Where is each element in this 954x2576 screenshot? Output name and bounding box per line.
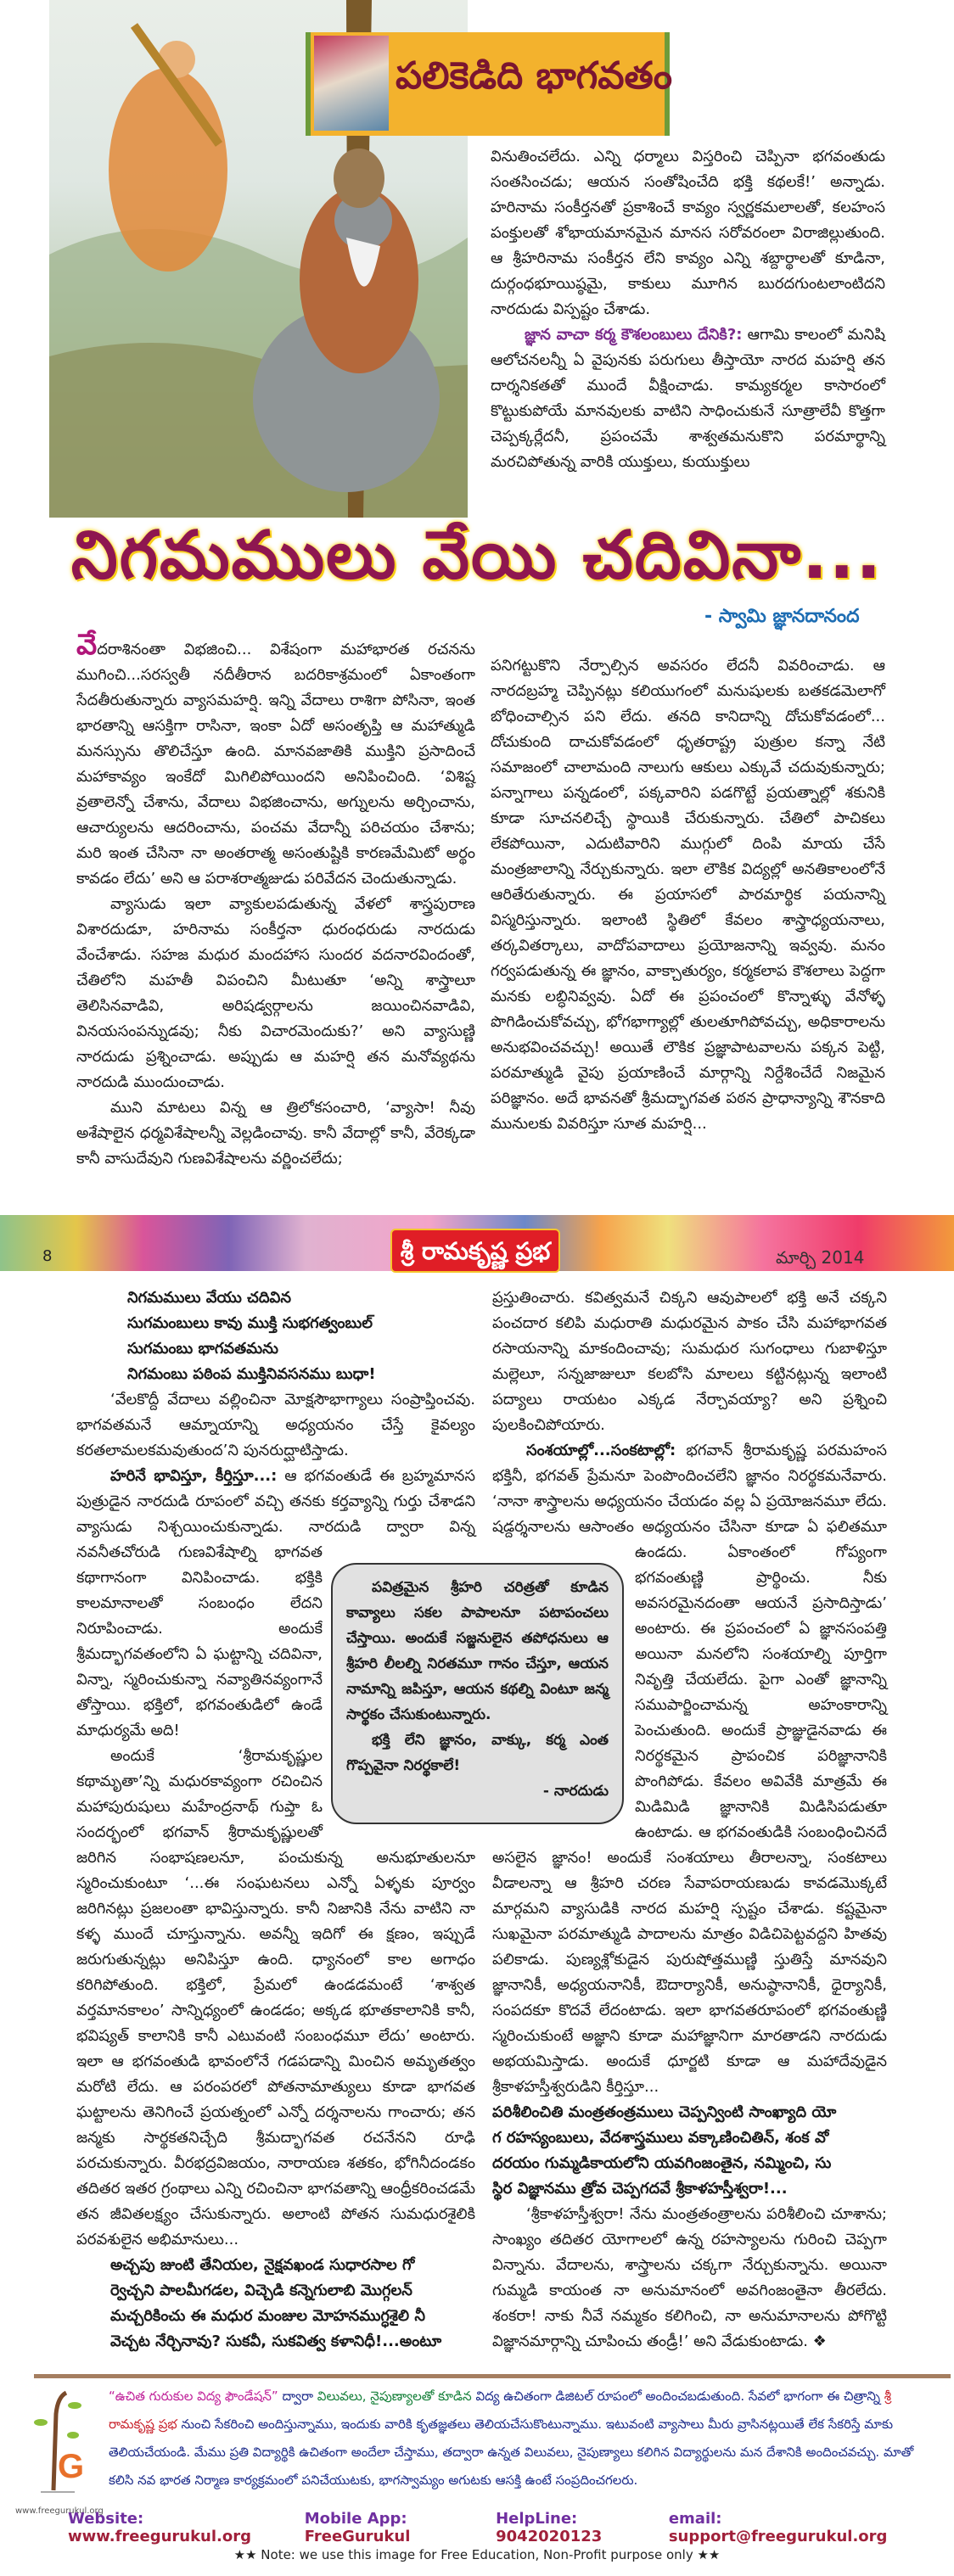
paragraph: ముని మాటలు విన్న ఆ త్రిలోకసంచారి, ‘వ్యాసా! నీవు అశేషాలైన ధర్మవిశేషాలన్నీ వెల్లడించావు. కానీ వేదాల్లో కానీ, వేరెక్కడా కానీ వాసుదేవుని గుణవిశేషాలను వర్ణించలేదు; (76, 1099, 475, 1168)
article-headline: నిగమములు వేయి చదివినా... (70, 518, 884, 594)
poem-verse (76, 1285, 475, 1387)
website-link[interactable]: www.freegurukul.org (68, 2528, 252, 2545)
paragraph: ‘వేలకొద్దీ వేదాలు వల్లించినా మోక్షసౌభాగ్యాలు సంప్రాప్తించవు. భాగవతమనే ఆమ్నాయాన్ని అధ్యయనం చేస్తే కైవల్యం కరతలామలకమవుతుంద’ని పునరుద్ఘాటిస్తాడు. (76, 1391, 475, 1459)
issue-date: మార్చి 2014 (776, 1247, 865, 1268)
paragraph-text: భగవాన్ శ్రీరామకృష్ణ పరమహంస భక్తినీ, భగవత్ ప్రేమనూ పెంపొందించలేని జ్ఞానం నిరర్థకమనేవారు. ‘నానా శాస్త్రాలను అధ్యయనం చేయడం వల్ల ఏ ప్రయోజనమూ లేదు. షడ్దర్శనాలను ఆసాంతం అధ్యయనం చేసినా కూడా ఏ ఫలితమూ ఉండదు. ఏకాంతంలో గోప్యంగా భగవంతుణ్ణి ప్రార్థించు. నీకు అవసరమైనదంతా ఆయనే ప్రసాదిస్తాడు’ అంటారు. ఈ ప్రపంచంలో ఏ జ్ఞానసంపత్తి అయినా మనలోని సంశయాల్ని పూర్తిగా నివృత్తి చేయలేదు. పైగా ఎంతో జ్ఞానాన్ని సముపార్జించామన్న అహంకారాన్ని పెంచుతుంది. అందుకే ప్రాజ్ఞుడైనవాడు ఈ నిరర్థకమైన ప్రాపంచిక పరిజ్ఞానానికి పొంగిపోడు. కేవలం అవివేకి మాత్రమే ఈ మిడిమిడి జ్ఞానానికి మిడిసిపడుతూ ఉంటాడు. ఆ భగవంతుడికి సంబంధించినదే అసలైన జ్ఞానం! అందుకే సంశయాలు తీరాలన్నా, సంకటాలు వీడాలన్నా ఆ శ్రీహరి చరణ సేవాపరాయణుడు కావడమొక్కటే మార్గమని వ్యాసుడికి నారద మహర్షి స్పష్టం చేశాడు. కష్టమైనా సుఖమైనా పరమాత్ముడి పాదాలను మాత్రం విడిచిపెట్టవద్దని హితవు పలికాడు. పుణ్యశ్లోకుడైన పురుషోత్తముణ్ణి స్తుతిస్తే మానవుని జ్ఞానానికీ, అధ్యయనానికీ, ఔదార్యానికీ, అనుష్ఠానానికీ, ధైర్యానికీ, సంపదకూ కొదవే లేదంటాడు. ఇలా భాగవతరూపంలో భగవంతుణ్ణి స్మరించుకుంటే అజ్ఞాని కూడా మహాజ్ఞానిగా మారతాడని నారదుడు అభయమిస్తాడు. అందుకే ధూర్జటి కూడా ఆ మహాదేవుడైన శ్రీకాళహస్తీశ్వరుడిని కీర్తిస్తూ... (492, 1442, 887, 2096)
poem-verse (76, 2253, 475, 2355)
page1-right-column (491, 653, 885, 1137)
paragraph-text: దరాశినంతా విభజించి... విశేషంగా మహాభారత రచనను ముగించి...సరస్వతీ నదీతీరాన బదరికాశ్రమంలో ఏకాంతంగా సేదతీరుతున్నారు వ్యాసమహర్షి. ఇన్ని వేదాలు రాశిగా పోసినా, ఇంత భారతాన్ని ఆసక్తిగా రాసినా, ఇంకా ఏదో అసంతృప్తి ఆ మహాత్ముడి మనస్సును తొలిచేస్తూ ఉంది. మానవజాతికి ముక్తిని ప్రసాదించే మహాకావ్యం ఇంకేదో మిగిలిపోయిందని అనిపించింది. ‘విశిష్ట వ్రతాలెన్నో చేశాను, వేదాలు విభజించాను, అగ్నులను అర్చించాను, ఆచార్యులను ఆదరించాను, పంచమ వేదాన్నీ పరిచయం చేశాను; మరి ఇంత చేసినా నా అంతరాత్మ అసంతుష్టికి కారణమేమిటో అర్థం కావడం లేదు’ అని ఆ పరాశరాత్మజుడు పరివేదన చెందుతున్నాడు. (76, 641, 475, 888)
foundation-name: “ఉచిత గురుకుల విద్య ఫౌండేషన్” (109, 2388, 278, 2404)
quote-text-2: భక్తి లేని జ్ఞానం, వాక్కు, కర్మ ఎంత గొప్పవైనా నిరర్థకాలే! (346, 1732, 609, 1774)
svg-text:G: G (58, 2448, 85, 2485)
top-right-column (491, 144, 885, 475)
tree-g-logo-icon (15, 2388, 109, 2499)
source-magazine: శ్రీ రామకృష్ణ ప్రభ (109, 2388, 892, 2432)
paragraph-text: ఆ భగవంతుడే ఈ బ్రహ్మమానస పుత్రుడైన నారదుడి రూపంలో వచ్చి తనకు కర్తవ్యాన్ని గుర్తు చేశాడని వ్యాసుడు నిశ్చయించుకున్నాడు. నారదుడి ద్వారా విన్న నవనీతచోరుడి గుణవిశేషాల్ని భాగవత కథాగానంగా వినిపించాడు. భక్తికి కాలమానాలతో సంబంధం లేదని నిరూపించాడు. అందుకే శ్రీమద్భాగవతంలోని ఏ ఘట్టాన్ని చదివినా, విన్నా, స్మరించుకున్నా నవ్యాతినవ్యంగానే తోస్తాయి. భక్తిలో, భగవంతుడిలో ఉండే మాధుర్యమే అది! (76, 1467, 475, 1739)
poem-line: సుగమంబులు కావు ముక్తి సుభగత్వంబుల్ (127, 1314, 373, 1332)
section-heading: హరినే భావిస్తూ, కీర్తిస్తూ...: (110, 1467, 278, 1485)
app-name: FreeGurukul (304, 2528, 411, 2545)
series-title: పలికెడిది భాగవతం (396, 54, 673, 98)
usage-note: ★★ Note: we use this image for Free Education, Non-Profit purpose only ★★ (233, 2547, 721, 2562)
paragraph (76, 628, 475, 892)
paragraph: వ్యాసుడు ఇలా వ్యాకులపడుతున్న వేళలో శాస్త్రపురాణ విశారదుడూ, హరినామ సంకీర్తనా ధురంధరుడు నారదుడు వేంచేశాడు. సహజ మధుర మందహాస సుందర వదనారవిందంతో, చేతిలోని మహతీ విపంచిని మీటుతూ ‘అన్ని శాస్త్రాలూ తెలిసినవాడివి, అరిషడ్వర్గాలను జయించినవాడివి, వినయసంపన్నుడవు; నీకు విచారమెందుకు?’ అని వ్యాసుణ్ణి నారదుడు ప్రశ్నించాడు. అప్పుడు ఆ మహర్షి తన మనోవ్యథను నారదుడి ముందుంచాడు. (76, 895, 475, 1091)
footer-text: విలువలు, నైపుణ్యాలతో కూడిన (317, 2388, 472, 2404)
logo-url: www.freegurukul.org (15, 2506, 104, 2516)
quote-attribution: - నారదుడు (542, 1783, 609, 1800)
section-heading: సంశయాల్లో...సంకటాల్లో: (526, 1442, 676, 1459)
section-heading: జ్ఞాన వాచా కర్మ కౌశలంబులు దేనికి?: (525, 326, 743, 344)
paragraph-text: వినుతించలేదు. ఎన్ని ధర్మాలు విస్తరించి చెప్పినా భగవంతుడు సంతసించడు; ఆయన సంతోషించేది భక్తి కథలకే!’ అన్నాడు. హరినామ సంకీర్తనతో ప్రకాశించే కావ్యం స్వర్ణకమలాలతో, కలహంస పంక్తులతో శోభాయమానమైన మానస సరోవరంలా విరాజిల్లుతుంది. ఆ శ్రీహరినామ సంకీర్తన లేని కావ్యం ఎన్ని శబ్దార్థాలతో కూడినా, దుర్గంధభూయిష్ఠమై, కాకులు మూగిన బురదగుంటలాంటిదని నారదుడు విస్పష్టం చేశాడు. (491, 148, 885, 318)
paragraph (491, 144, 885, 322)
poem-line: మచ్చరికించు ఈ మధుర మంజుల మోహనముగ్ధశైలి నీ (110, 2307, 426, 2325)
series-banner (306, 32, 673, 136)
poem-line: నిగమంబు పఠింప ముక్తినివసనము బుధా! (127, 1365, 376, 1383)
pull-quote-box (331, 1563, 624, 1824)
contact-info (68, 2510, 917, 2545)
page-number: 8 (42, 1247, 53, 1265)
poem-line: దరయం గుమ్మడికాయలోని యవగింజంతైన, నమ్మించి, సు (492, 2154, 832, 2172)
helpline-number: 9042020123 (496, 2528, 603, 2545)
poem-line: ర్వెచ్చని పాలమీగడల, విచ్చెడి కన్నెగులాబి మొగ్గలన్ (110, 2282, 412, 2299)
freegurukul-logo (15, 2388, 109, 2516)
contact-label: email: (668, 2510, 722, 2528)
paragraph: ప్రస్తుతించారు. కవిత్వమనే చిక్కని ఆవుపాలలో భక్తి అనే చక్కని పంచదార కలిపి మధురాతి మధురమైన పాకం చేసి మహాభాగవత రసాయనాన్ని మాకందించావు; సుమధుర సుగంధాలు గుబాళిస్తూ మల్లెలూ, సన్నజాజులూ కలబోసి మాలలు కట్టినట్లున్న ఇలాంటి పద్యాలు రాయటం ఎక్కడ నేర్చావయ్యా? అని ప్రశ్నించి పులకించిపోయారు. (492, 1289, 887, 1434)
poem-line: స్థిర విజ్ఞానము త్రోవ చెప్పగదవే శ్రీకాళహస్తీశ్వరా!... (492, 2180, 788, 2198)
paragraph-text: ఆగామి కాలంలో మనిషి ఆలోచనలన్నీ ఏ వైపునకు పరుగులు తీస్తాయో నారద మహర్షి తన దార్శనికతతో ముందే వీక్షించాడు. కామ్యకర్మల కాసారంలో కొట్టుకుపోయే మానవులకు వాటిని సాధించుకునే సూత్రాలేవీ కొత్తగా చెప్పక్కర్లేదనీ, ప్రపంచమే శాశ్వతమనుకొని పరమార్థాన్ని మరచిపోతున్న వారికి యుక్తులు, కుయుక్తులు (491, 326, 885, 471)
paragraph: ‘శ్రీకాళహస్తీశ్వరా! నేను మంత్రతంత్రాలను పరిశీలించి చూశాను; సాంఖ్యం తదితర యోగాలలో ఉన్న రహస్యాలను గురించి చెప్పగా విన్నాను. వేదాలను, శాస్త్రాలను చక్కగా నేర్చుకున్నాను. అయినా గుమ్మడి కాయంత నా అనుమానంలో అవగింజంతైనా తీరలేదు. శంకరా! నాకు నీవే నమ్మకం కలిగించి, నా అనుమానాలను పోగొట్టి విజ్ఞానమార్గాన్ని చూపించు తండ్రీ!’ అని వేడుకుంటాడు. ❖ (492, 2205, 887, 2350)
helpline-contact (496, 2510, 669, 2545)
paragraph: పనిగట్టుకొని నేర్పాల్సిన అవసరం లేదనీ వివరించాడు. ఆ నారదబ్రహ్మ చెప్పినట్లు కలియుగంలో మనుషులకు బతకడమెలాగో బోధించాల్సిన పని లేదు. తనది కానిదాన్ని దోచుకోవడంలో... దోచుకుంది దాచుకోవడంలో ధృతరాష్ట్ర పుత్రుల కన్నా నేటి సమాజంలో చాలామంది నాలుగు ఆకులు ఎక్కువే చదువుకున్నారు; పన్నాగాలు పన్నడంలో, పక్కవారిని పడగొట్టే ప్రయత్నాల్లో శకునికి కూడా సూచనలిచ్చే స్థాయికి చేరుకున్నారు. చేతిలో పాచికలు లేకపోయినా, ఎదుటివారిని ముగ్గులో దింపి మాయ చేసే మంత్రజాలాన్ని నేర్చుకున్నారు. ఇలా లౌకిక విద్యల్లో అనతికాలంలోనే ఆరితేరుతున్నారు. ఈ ప్రయాసలో పారమార్థిక పయనాన్ని విస్మరిస్తున్నారు. ఇలాంటి స్థితిలో కేవలం శాస్త్రాధ్యయనాలు, తర్కవితర్కాలు, వాదోపవాదాలు ప్రయోజనాన్ని ఇవ్వవు. మనం గర్వపడుతున్న ఈ జ్ఞానం, వాక్చాతుర్యం, కర్మకలాప కౌశలాలు పెద్దగా మనకు లబ్ధినివ్వవు. ఏదో ఈ ప్రపంచంలో కొన్నాళ్ళు వేనోళ్ళ పొగిడించుకోవచ్చు, భోగభాగ్యాల్లో తులతూగిపోవచ్చు, అధికారాలను అనుభవించవచ్చు! అయితే లౌకిక ప్రజ్ఞాపాటవాలను పక్కన పెట్టి, పరమాత్ముడి వైపు ప్రయాణించే మార్గాన్ని నిర్దేశించేదే నిజమైన పరిజ్ఞానం. అదే భావనతో శ్రీమద్భాగవత పఠన ప్రాధాన్యాన్ని శౌనకాది మునులకు వివరిస్తూ సూత మహర్షి... (491, 657, 885, 1133)
email-contact[interactable] (669, 2510, 917, 2545)
poem-line: వెచ్చట నేర్చినావు? సుకవీ, సుకవిత్వ కళానిధీ!...అంటూ (110, 2332, 442, 2350)
footer-divider (34, 2374, 951, 2378)
drop-cap: వే (76, 628, 98, 662)
footer-text: ద్వారా (278, 2388, 317, 2404)
email-link[interactable]: support@freegurukul.org (668, 2528, 888, 2545)
page1-left-column (76, 628, 475, 1172)
website-contact[interactable] (68, 2510, 305, 2545)
mobile-app-contact (305, 2510, 496, 2545)
poem-line: అచ్చపు జుంటి తేనియల, నైక్షవఖండ సుధారసాల గో (110, 2256, 415, 2274)
poem-line: నిగమములు వేయు చదివిన (127, 1289, 291, 1307)
footer-text: విద్య ఉచితంగా డిజిటల్ రూపంలో అందించబడుతుంది. సేవలో భాగంగా ఈ చిత్రాన్ని (471, 2388, 884, 2404)
footer-text: నుంచి సేకరించి అందిస్తున్నాము, ఇందుకు వారికి కృతజ్ఞతలు తెలియచేసుకొంటున్నాము. ఇటువంటి వ్యాసాలు మీరు వ్రాసినట్లయితే లేక సేకరిస్తే మాకు తెలియచేయండి. మేము ప్రతి విద్యార్థికి ఉచితంగా అందేలా చేస్తాము, తద్వారా ఉన్నత విలువలు, నైపుణ్యాలు కలిగిన విద్యార్థులను మన దేశానికి అందించవచ్చు. మాతో కలిసి నవ భారత నిర్మాణ కార్యక్రమంలో పనిచేయుటకు, భాగస్వామ్యం అగుటకు ఆసక్తి ఉంటే సంప్రదించగలరు. (109, 2416, 914, 2488)
poem-line: సుగమంబు భాగవతమను (127, 1340, 279, 1358)
quote-text: పవిత్రమైన శ్రీహరి చరిత్రతో కూడిన కావ్యాలు సకల పాపాలనూ పటాపంచలు చేస్తాయి. అందుకే సజ్జనులైన తపోధనులు ఆ శ్రీహరి లీలల్ని నిరతమూ గానం చేస్తూ, ఆయన నామాన్ని జపిస్తూ, ఆయన కథల్ని వింటూ జన్మ సార్థకం చేసుకుంటున్నారు. (346, 1579, 609, 1723)
poem-line: పరిశీలించితి మంత్రతంత్రములు చెప్పన్వింటి సాంఖ్యాది యో (492, 2103, 837, 2121)
poem-line: గ రహస్యంబులు, వేదశాస్త్రములు వక్కాణించితిన్, శంక వో (492, 2129, 829, 2147)
footer-message (109, 2383, 940, 2495)
contact-label: Website: (68, 2510, 144, 2528)
contact-label: HelpLine: (496, 2510, 578, 2528)
pothana-portrait-image (314, 36, 389, 131)
magazine-name-badge: శ్రీ రామకృష్ణ ప్రభ (390, 1229, 560, 1273)
paragraph (491, 322, 885, 475)
paragraph: అందుకే ‘శ్రీరామకృష్ణుల కథామృతా’న్ని మధురకావ్యంగా రచించిన మహాపురుషులు మహేంద్రనాథ్ గుప్తా ఓ సందర్భంలో భగవాన్ శ్రీరామకృష్ణులతో జరిగిన సంభాషణలనూ, పంచుకున్న అనుభూతులనూ స్మరించుకుంటూ ‘...ఈ సంఘటనలు ఎన్నో ఏళ్ళకు పూర్వం జరిగినట్లు ప్రజలంతా భావిస్తున్నారు. కానీ నిజానికి నేను వాటిని నా కళ్ళ ముందే చూస్తున్నాను. అవన్నీ ఇదిగో ఈ క్షణం, ఇప్పుడే జరుగుతున్నట్లు అనిపిస్తూ ఉంది. ధ్యానంలో కాల అగాధం కరిగిపోతుంది. భక్తిలో, ప్రేమలో ఉండడమంటే ‘శాశ్వత వర్తమానకాలం’ సాన్నిధ్యంలో ఉండడం; అక్కడ భూతకాలానికి కానీ, భవిష్యత్ కాలానికి కానీ ఎటువంటి సంబంధమూ లేదు’ అంటారు. ఇలా ఆ భగవంతుడి భావంలోనే గడపడాన్ని మించిన అమృతత్వం మరోటి లేదు. ఆ పరంపరలో పోతనామాత్యులు కూడా భాగవత ఘట్టాలను తెనిగించే ప్రయత్నంలో ఎన్నో దర్శనాలను గాంచారు; తన జన్మకు సార్థకతనిచ్చేది శ్రీమద్భాగవత రచనేనని రూఢి పరచుకున్నారు. వీరభద్రవిజయం, నారాయణ శతకం, భోగినీదండకం తదితర ఇతర గ్రంథాలు ఎన్ని రచించినా భాగవతాన్ని ఆంధ్రీకరించడమే తన జీవితలక్ష్యం చేసుకున్నారు. అలాంటి పోతన సుమధురశైలికి పరవశులైన అభిమానులు... (76, 1747, 475, 2248)
contact-label: Mobile App: (304, 2510, 407, 2528)
article-author: - స్వామి జ్ఞానదానంద (704, 606, 860, 627)
poem-verse (492, 2100, 887, 2202)
